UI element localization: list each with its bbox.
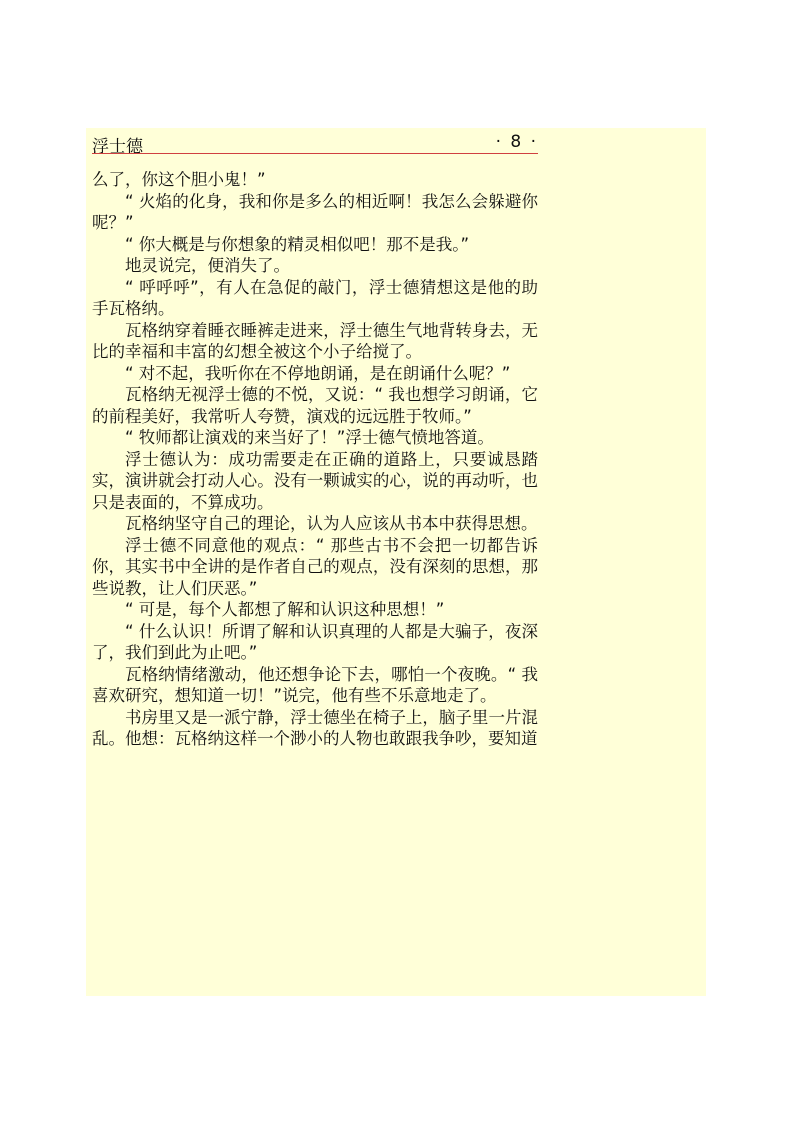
paragraph: 地灵说完，便消失了。 — [125, 256, 290, 275]
paragraph: “ 你大概是与你想象的精灵相似吧！那不是我。” — [125, 234, 470, 254]
body-text — [92, 169, 538, 750]
paragraph: 瓦格纳坚守自己的理论，认为人应该从书本中获得思想。 — [125, 514, 538, 533]
paragraph: 瓦格纳无视浮士德的不悦，又说：“ 我也想学习朗诵，它的前程美好，我常听人夸赞，演戏的远远胜于牧师。” — [92, 385, 538, 426]
paragraph: 书房里又是一派宁静，浮士德坐在椅子上，脑子里一片混乱。他想：瓦格纳这样一个渺小的人物也敢跟我争吵，要知道 — [92, 707, 538, 748]
paragraph: 浮士德不同意他的观点：“ 那些古书不会把一切都告诉你，其实书中全讲的是作者自己的观点，没有深刻的思想，那些说教，让人们厌恶。” — [92, 535, 538, 598]
paragraph: “ 呼呼呼”，有人在急促的敲门，浮士德猜想这是他的助手瓦格纳。 — [92, 277, 538, 318]
running-header — [92, 132, 538, 157]
paragraph: “ 牧师都让演戏的来当好了！”浮士德气愤地答道。 — [125, 428, 494, 447]
paragraph: “ 什么认识！所谓了解和认识真理的人都是大骗子，夜深了，我们到此为止吧。” — [92, 621, 538, 662]
header-rule — [92, 153, 538, 154]
paragraph: “ 可是，每个人都想了解和认识这种思想！” — [125, 600, 445, 619]
paragraph: 瓦格纳穿着睡衣睡裤走进来，浮士德生气地背转身去，无比的幸福和丰富的幻想全被这个小子给搅了。 — [92, 320, 538, 361]
paragraph: “ 火焰的化身，我和你是多么的相近啊！我怎么会躲避你呢？” — [92, 191, 538, 232]
paragraph: 瓦格纳情绪激动，他还想争论下去，哪怕一个夜晚。“ 我喜欢研究，想知道一切！”说完，他有些不乐意地走了。 — [92, 664, 538, 705]
paragraph: 么了，你这个胆小鬼！” — [92, 170, 266, 189]
book-title: 浮士德 — [92, 137, 143, 157]
paragraph: 浮士德认为：成功需要走在正确的道路上，只要诚恳踏实，演讲就会打动人心。没有一颗诚实的心，说的再动听，也只是表面的，不算成功。 — [92, 449, 538, 512]
paragraph: “ 对不起，我听你在不停地朗诵，是在朗诵什么呢？” — [125, 363, 511, 383]
page-number: · 8 · — [495, 132, 538, 152]
